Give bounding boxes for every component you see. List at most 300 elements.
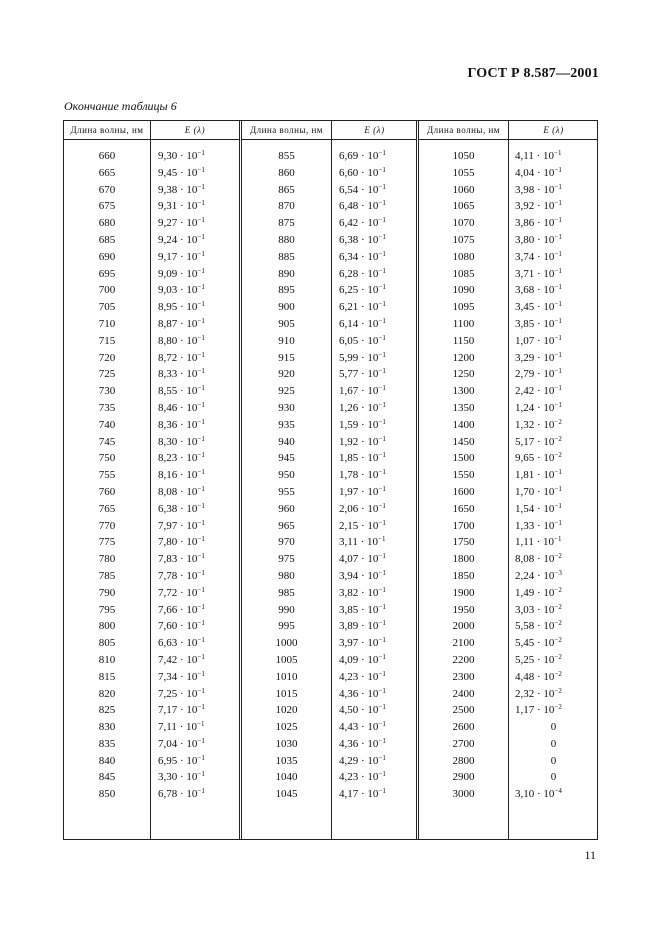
e-lambda-cell bbox=[339, 618, 386, 635]
e-lambda-cell bbox=[339, 266, 386, 283]
e-lambda-cell bbox=[158, 148, 205, 165]
e-mantissa: 8,23 · 10 bbox=[158, 452, 198, 465]
wavelength-cell: 860 bbox=[278, 166, 295, 179]
e-lambda-cell bbox=[339, 232, 386, 249]
table-row bbox=[419, 702, 598, 719]
e-lambda-cell bbox=[158, 769, 205, 786]
wavelength-cell: 660 bbox=[98, 150, 116, 162]
e-mantissa: 3,11 · 10 bbox=[339, 536, 379, 549]
e-lambda-cell bbox=[515, 434, 562, 451]
table-row bbox=[419, 232, 598, 249]
e-mantissa: 5,77 · 10 bbox=[339, 368, 379, 381]
data-table bbox=[63, 120, 598, 840]
table-row bbox=[419, 182, 598, 199]
e-exponent: −1 bbox=[197, 451, 205, 460]
e-mantissa: 6,42 · 10 bbox=[339, 217, 379, 230]
e-exponent: −1 bbox=[378, 451, 386, 460]
e-lambda-cell bbox=[158, 198, 205, 215]
e-mantissa: 6,21 · 10 bbox=[339, 301, 379, 314]
e-exponent: −1 bbox=[554, 149, 562, 157]
e-mantissa: 6,48 · 10 bbox=[339, 200, 379, 213]
e-lambda-cell bbox=[339, 215, 386, 232]
e-mantissa: 3,86 · 10 bbox=[515, 217, 555, 230]
table-row bbox=[419, 249, 598, 266]
table-row bbox=[242, 702, 417, 719]
table-row bbox=[64, 518, 239, 535]
wavelength-cell: 1200 bbox=[452, 351, 475, 364]
e-exponent: −1 bbox=[554, 400, 562, 409]
e-exponent: −1 bbox=[378, 333, 386, 342]
wavelength-cell: 2700 bbox=[452, 737, 475, 750]
e-lambda-cell bbox=[339, 568, 386, 585]
wavelength-cell: 725 bbox=[98, 368, 116, 381]
e-exponent: −1 bbox=[197, 518, 205, 527]
table-row bbox=[64, 769, 239, 786]
e-lambda-cell bbox=[339, 736, 386, 753]
e-exponent: −1 bbox=[378, 149, 386, 157]
e-lambda-cell bbox=[158, 266, 205, 283]
e-lambda-cell bbox=[515, 198, 562, 215]
e-mantissa: 9,30 · 10 bbox=[158, 150, 198, 162]
e-mantissa: 9,65 · 10 bbox=[515, 452, 555, 465]
table-row bbox=[419, 333, 598, 350]
table-row bbox=[242, 618, 417, 635]
e-exponent: −1 bbox=[554, 384, 562, 393]
e-lambda-cell bbox=[339, 350, 386, 367]
wavelength-cell: 805 bbox=[98, 637, 116, 650]
wavelength-cell: 685 bbox=[98, 233, 116, 246]
table-row bbox=[242, 366, 417, 383]
e-exponent: −1 bbox=[378, 165, 386, 174]
e-lambda-cell bbox=[158, 434, 205, 451]
wavelength-cell: 2000 bbox=[452, 620, 475, 633]
e-mantissa: 7,80 · 10 bbox=[158, 536, 198, 549]
e-exponent: −1 bbox=[197, 417, 205, 426]
e-mantissa: 4,48 · 10 bbox=[515, 670, 555, 683]
e-lambda-cell bbox=[158, 400, 205, 417]
wavelength-cell: 940 bbox=[278, 435, 295, 448]
e-exponent: −2 bbox=[554, 669, 562, 678]
e-exponent: −1 bbox=[197, 350, 205, 359]
table-row bbox=[419, 198, 598, 215]
table-row bbox=[419, 736, 598, 753]
e-lambda-cell bbox=[158, 635, 205, 652]
e-mantissa: 1,33 · 10 bbox=[515, 519, 555, 532]
wavelength-cell: 2100 bbox=[452, 637, 475, 650]
e-exponent: −1 bbox=[554, 484, 562, 493]
table-row bbox=[242, 635, 417, 652]
e-exponent: −1 bbox=[378, 417, 386, 426]
e-exponent: −1 bbox=[197, 199, 205, 208]
e-lambda-cell bbox=[158, 501, 205, 518]
table-row bbox=[419, 669, 598, 686]
wavelength-cell: 970 bbox=[278, 536, 295, 549]
wavelength-cell: 670 bbox=[98, 183, 116, 196]
e-exponent: −1 bbox=[197, 636, 205, 645]
e-exponent: −1 bbox=[554, 333, 562, 342]
e-exponent: −1 bbox=[197, 568, 205, 577]
e-exponent: −1 bbox=[378, 434, 386, 443]
wavelength-cell: 1040 bbox=[275, 771, 298, 784]
table-row bbox=[242, 282, 417, 299]
e-lambda-cell bbox=[515, 702, 562, 719]
e-exponent: −1 bbox=[378, 283, 386, 292]
wavelength-cell: 715 bbox=[98, 334, 116, 347]
table-row bbox=[64, 148, 239, 165]
e-mantissa: 7,04 · 10 bbox=[158, 737, 198, 750]
e-lambda-cell bbox=[339, 249, 386, 266]
e-mantissa: 6,60 · 10 bbox=[339, 166, 379, 179]
e-lambda-cell bbox=[515, 518, 562, 535]
table-group bbox=[241, 121, 417, 839]
e-mantissa: 7,97 · 10 bbox=[158, 519, 198, 532]
e-exponent: −1 bbox=[197, 501, 205, 510]
e-lambda-cell bbox=[339, 450, 386, 467]
e-mantissa: 3,92 · 10 bbox=[515, 200, 555, 213]
e-exponent: −1 bbox=[197, 686, 205, 695]
e-lambda-cell bbox=[515, 333, 562, 350]
table-header bbox=[242, 121, 417, 140]
e-lambda-cell bbox=[509, 736, 598, 753]
table-row bbox=[242, 652, 417, 669]
e-exponent: −1 bbox=[378, 300, 386, 309]
e-lambda-cell bbox=[515, 165, 562, 182]
e-lambda-cell bbox=[158, 249, 205, 266]
e-mantissa: 7,60 · 10 bbox=[158, 620, 198, 633]
e-lambda-cell bbox=[339, 366, 386, 383]
table-row bbox=[242, 266, 417, 283]
wavelength-cell: 1000 bbox=[275, 637, 298, 650]
e-lambda-cell bbox=[158, 232, 205, 249]
table-row bbox=[419, 769, 598, 786]
e-exponent: −1 bbox=[378, 468, 386, 477]
e-mantissa: 1,81 · 10 bbox=[515, 469, 555, 482]
e-mantissa: 1,67 · 10 bbox=[339, 385, 379, 398]
e-exponent: −2 bbox=[554, 602, 562, 611]
e-lambda-cell bbox=[339, 299, 386, 316]
wavelength-cell: 1025 bbox=[275, 721, 298, 734]
wavelength-cell: 1035 bbox=[275, 754, 298, 767]
table-row bbox=[242, 232, 417, 249]
table-row bbox=[64, 551, 239, 568]
header-wavelength: Длина волны, нм bbox=[427, 125, 500, 135]
e-lambda-cell bbox=[158, 450, 205, 467]
wavelength-cell: 1100 bbox=[452, 317, 475, 330]
e-mantissa: 3,74 · 10 bbox=[515, 250, 555, 263]
table-group bbox=[418, 121, 598, 839]
e-mantissa: 7,25 · 10 bbox=[158, 687, 198, 700]
wavelength-cell: 1550 bbox=[452, 469, 475, 482]
e-exponent: −1 bbox=[554, 266, 562, 275]
wavelength-cell: 2600 bbox=[452, 721, 475, 734]
wavelength-cell: 2500 bbox=[452, 704, 475, 717]
wavelength-cell: 2900 bbox=[452, 771, 475, 784]
e-exponent: −1 bbox=[197, 484, 205, 493]
table-row bbox=[419, 417, 598, 434]
table-row bbox=[64, 686, 239, 703]
wavelength-cell: 810 bbox=[98, 653, 116, 666]
wavelength-cell: 1050 bbox=[452, 150, 475, 162]
e-exponent: −1 bbox=[378, 636, 386, 645]
e-lambda-cell bbox=[339, 719, 386, 736]
e-exponent: −1 bbox=[197, 249, 205, 258]
e-lambda-cell bbox=[515, 501, 562, 518]
e-lambda-cell bbox=[339, 669, 386, 686]
wavelength-cell: 885 bbox=[278, 250, 295, 263]
wavelength-cell: 930 bbox=[278, 401, 295, 414]
table-row bbox=[242, 467, 417, 484]
e-lambda-cell bbox=[339, 434, 386, 451]
table-row bbox=[242, 585, 417, 602]
e-exponent: −1 bbox=[554, 518, 562, 527]
wavelength-cell: 1350 bbox=[452, 401, 475, 414]
table-row bbox=[419, 165, 598, 182]
e-mantissa: 6,54 · 10 bbox=[339, 183, 379, 196]
e-exponent: −1 bbox=[378, 484, 386, 493]
table-row bbox=[64, 350, 239, 367]
table-row bbox=[64, 333, 239, 350]
table-row bbox=[242, 198, 417, 215]
table-row bbox=[242, 215, 417, 232]
e-mantissa: 1,97 · 10 bbox=[339, 485, 379, 498]
e-exponent: −1 bbox=[197, 384, 205, 393]
e-mantissa: 3,80 · 10 bbox=[515, 233, 555, 246]
e-mantissa: 8,08 · 10 bbox=[515, 553, 555, 566]
e-exponent: −1 bbox=[378, 249, 386, 258]
wavelength-cell: 745 bbox=[98, 435, 116, 448]
e-mantissa: 8,16 · 10 bbox=[158, 469, 198, 482]
wavelength-cell: 1400 bbox=[452, 418, 475, 431]
e-mantissa: 9,17 · 10 bbox=[158, 250, 198, 263]
e-lambda-cell bbox=[515, 568, 562, 585]
wavelength-cell: 1150 bbox=[452, 334, 475, 347]
table-row bbox=[242, 786, 417, 803]
e-mantissa: 6,05 · 10 bbox=[339, 334, 379, 347]
table-row bbox=[242, 753, 417, 770]
e-lambda-cell bbox=[509, 753, 598, 770]
e-exponent: −1 bbox=[197, 333, 205, 342]
e-lambda-cell bbox=[509, 719, 598, 736]
table-row bbox=[64, 282, 239, 299]
table-row bbox=[419, 434, 598, 451]
table-row bbox=[64, 434, 239, 451]
table-row bbox=[64, 249, 239, 266]
e-exponent: −1 bbox=[197, 535, 205, 544]
wavelength-cell: 1950 bbox=[452, 603, 475, 616]
e-lambda-cell bbox=[515, 383, 562, 400]
e-exponent: −1 bbox=[554, 535, 562, 544]
wavelength-cell: 915 bbox=[278, 351, 295, 364]
e-mantissa: 8,46 · 10 bbox=[158, 401, 198, 414]
e-lambda-cell bbox=[158, 786, 205, 803]
e-exponent: −1 bbox=[378, 316, 386, 325]
wavelength-cell: 775 bbox=[98, 536, 116, 549]
header-e-lambda: E (λ) bbox=[184, 125, 206, 135]
e-mantissa: 3,45 · 10 bbox=[515, 301, 555, 314]
e-mantissa: 3,94 · 10 bbox=[339, 569, 379, 582]
e-exponent: −1 bbox=[554, 182, 562, 191]
e-lambda-cell bbox=[515, 232, 562, 249]
e-mantissa: 7,34 · 10 bbox=[158, 670, 198, 683]
e-exponent: −1 bbox=[554, 216, 562, 225]
wavelength-cell: 850 bbox=[98, 788, 116, 801]
e-lambda-cell bbox=[515, 148, 561, 165]
e-lambda-cell bbox=[158, 467, 205, 484]
wavelength-cell: 880 bbox=[278, 233, 295, 246]
e-exponent: −2 bbox=[554, 636, 562, 645]
wavelength-cell: 935 bbox=[278, 418, 295, 431]
table-rows bbox=[242, 148, 417, 803]
e-mantissa: 6,34 · 10 bbox=[339, 250, 379, 263]
e-exponent: −4 bbox=[554, 787, 562, 796]
table-row bbox=[419, 534, 598, 551]
e-mantissa: 3,98 · 10 bbox=[515, 183, 555, 196]
wavelength-cell: 730 bbox=[98, 385, 116, 398]
table-row bbox=[242, 534, 417, 551]
e-exponent: −1 bbox=[197, 434, 205, 443]
table-row bbox=[64, 534, 239, 551]
e-mantissa: 6,28 · 10 bbox=[339, 267, 379, 280]
table-row bbox=[419, 618, 598, 635]
wavelength-cell: 960 bbox=[278, 502, 295, 515]
e-lambda-cell bbox=[515, 669, 562, 686]
table-row bbox=[242, 686, 417, 703]
e-exponent: −1 bbox=[197, 787, 205, 796]
table-row bbox=[242, 417, 417, 434]
e-exponent: −2 bbox=[554, 417, 562, 426]
wavelength-cell: 900 bbox=[278, 301, 295, 314]
table-row bbox=[64, 585, 239, 602]
table-row bbox=[419, 467, 598, 484]
table-header bbox=[64, 121, 239, 140]
table-row bbox=[419, 501, 598, 518]
e-mantissa: 1,11 · 10 bbox=[515, 536, 555, 549]
group-separator bbox=[239, 121, 240, 839]
e-exponent: −1 bbox=[197, 165, 205, 174]
e-mantissa: 0 bbox=[550, 771, 557, 784]
e-lambda-cell bbox=[339, 383, 386, 400]
e-lambda-cell bbox=[158, 719, 204, 736]
e-mantissa: 8,55 · 10 bbox=[158, 385, 198, 398]
e-exponent: −1 bbox=[378, 736, 386, 745]
e-lambda-cell bbox=[158, 484, 205, 501]
e-lambda-cell bbox=[339, 534, 385, 551]
wavelength-cell: 710 bbox=[98, 317, 116, 330]
wavelength-cell: 835 bbox=[98, 737, 116, 750]
wavelength-cell: 945 bbox=[278, 452, 295, 465]
e-lambda-cell bbox=[515, 366, 562, 383]
e-exponent: −1 bbox=[197, 216, 205, 225]
e-lambda-cell bbox=[339, 518, 386, 535]
table-row bbox=[64, 182, 239, 199]
table-row bbox=[242, 551, 417, 568]
table-row bbox=[419, 602, 598, 619]
wavelength-cell: 740 bbox=[98, 418, 116, 431]
e-exponent: −1 bbox=[197, 300, 205, 309]
e-lambda-cell bbox=[515, 467, 562, 484]
e-mantissa: 3,10 · 10 bbox=[515, 788, 555, 801]
e-exponent: −2 bbox=[554, 619, 562, 628]
wavelength-cell: 680 bbox=[98, 217, 116, 230]
table-row bbox=[419, 518, 598, 535]
wavelength-cell: 910 bbox=[278, 334, 295, 347]
e-exponent: −3 bbox=[554, 568, 562, 577]
e-lambda-cell bbox=[515, 299, 562, 316]
e-mantissa: 3,71 · 10 bbox=[515, 267, 555, 280]
e-lambda-cell bbox=[339, 753, 386, 770]
e-mantissa: 4,11 · 10 bbox=[515, 150, 555, 162]
e-mantissa: 8,33 · 10 bbox=[158, 368, 198, 381]
e-lambda-cell bbox=[339, 316, 386, 333]
table-row bbox=[64, 165, 239, 182]
table-row bbox=[419, 350, 598, 367]
wavelength-cell: 955 bbox=[278, 485, 295, 498]
e-lambda-cell bbox=[158, 568, 205, 585]
e-mantissa: 0 bbox=[550, 754, 557, 767]
e-exponent: −1 bbox=[554, 350, 562, 359]
e-mantissa: 7,11 · 10 bbox=[158, 721, 198, 734]
e-exponent: −1 bbox=[197, 703, 205, 712]
e-exponent: −2 bbox=[554, 686, 562, 695]
e-mantissa: 2,79 · 10 bbox=[515, 368, 555, 381]
wavelength-cell: 845 bbox=[98, 771, 116, 784]
e-exponent: −1 bbox=[378, 787, 386, 796]
e-mantissa: 4,23 · 10 bbox=[339, 771, 379, 784]
e-lambda-cell bbox=[515, 182, 562, 199]
table-row bbox=[242, 350, 417, 367]
wavelength-cell: 750 bbox=[98, 452, 116, 465]
wavelength-cell: 760 bbox=[98, 485, 116, 498]
table-row bbox=[64, 198, 239, 215]
table-row bbox=[419, 282, 598, 299]
table-row bbox=[64, 417, 239, 434]
table-rows bbox=[64, 148, 239, 803]
e-exponent: −1 bbox=[197, 367, 205, 376]
e-lambda-cell bbox=[158, 551, 205, 568]
e-mantissa: 1,49 · 10 bbox=[515, 586, 555, 599]
e-exponent: −1 bbox=[378, 518, 386, 527]
wavelength-cell: 1045 bbox=[275, 788, 298, 801]
e-exponent: −1 bbox=[197, 316, 205, 325]
table-row bbox=[419, 551, 598, 568]
e-mantissa: 4,04 · 10 bbox=[515, 166, 555, 179]
e-lambda-cell bbox=[515, 282, 562, 299]
table-row bbox=[419, 148, 598, 165]
e-mantissa: 6,69 · 10 bbox=[339, 150, 379, 162]
table-row bbox=[242, 669, 417, 686]
e-exponent: −1 bbox=[378, 350, 386, 359]
table-row bbox=[242, 450, 417, 467]
e-exponent: −1 bbox=[197, 585, 205, 594]
wavelength-cell: 665 bbox=[98, 166, 116, 179]
e-mantissa: 4,07 · 10 bbox=[339, 553, 379, 566]
e-exponent: −1 bbox=[197, 602, 205, 611]
e-exponent: −1 bbox=[197, 552, 205, 561]
table-row bbox=[64, 652, 239, 669]
e-lambda-cell bbox=[339, 198, 386, 215]
wavelength-cell: 855 bbox=[278, 150, 295, 162]
e-mantissa: 9,09 · 10 bbox=[158, 267, 198, 280]
e-exponent: −2 bbox=[554, 552, 562, 561]
header-wavelength: Длина волны, нм bbox=[70, 125, 144, 135]
wavelength-cell: 1095 bbox=[452, 301, 475, 314]
e-lambda-cell bbox=[158, 350, 205, 367]
e-exponent: −1 bbox=[197, 619, 205, 628]
e-mantissa: 1,54 · 10 bbox=[515, 502, 555, 515]
table-row bbox=[419, 635, 598, 652]
e-mantissa: 7,66 · 10 bbox=[158, 603, 198, 616]
e-mantissa: 6,78 · 10 bbox=[158, 788, 198, 801]
